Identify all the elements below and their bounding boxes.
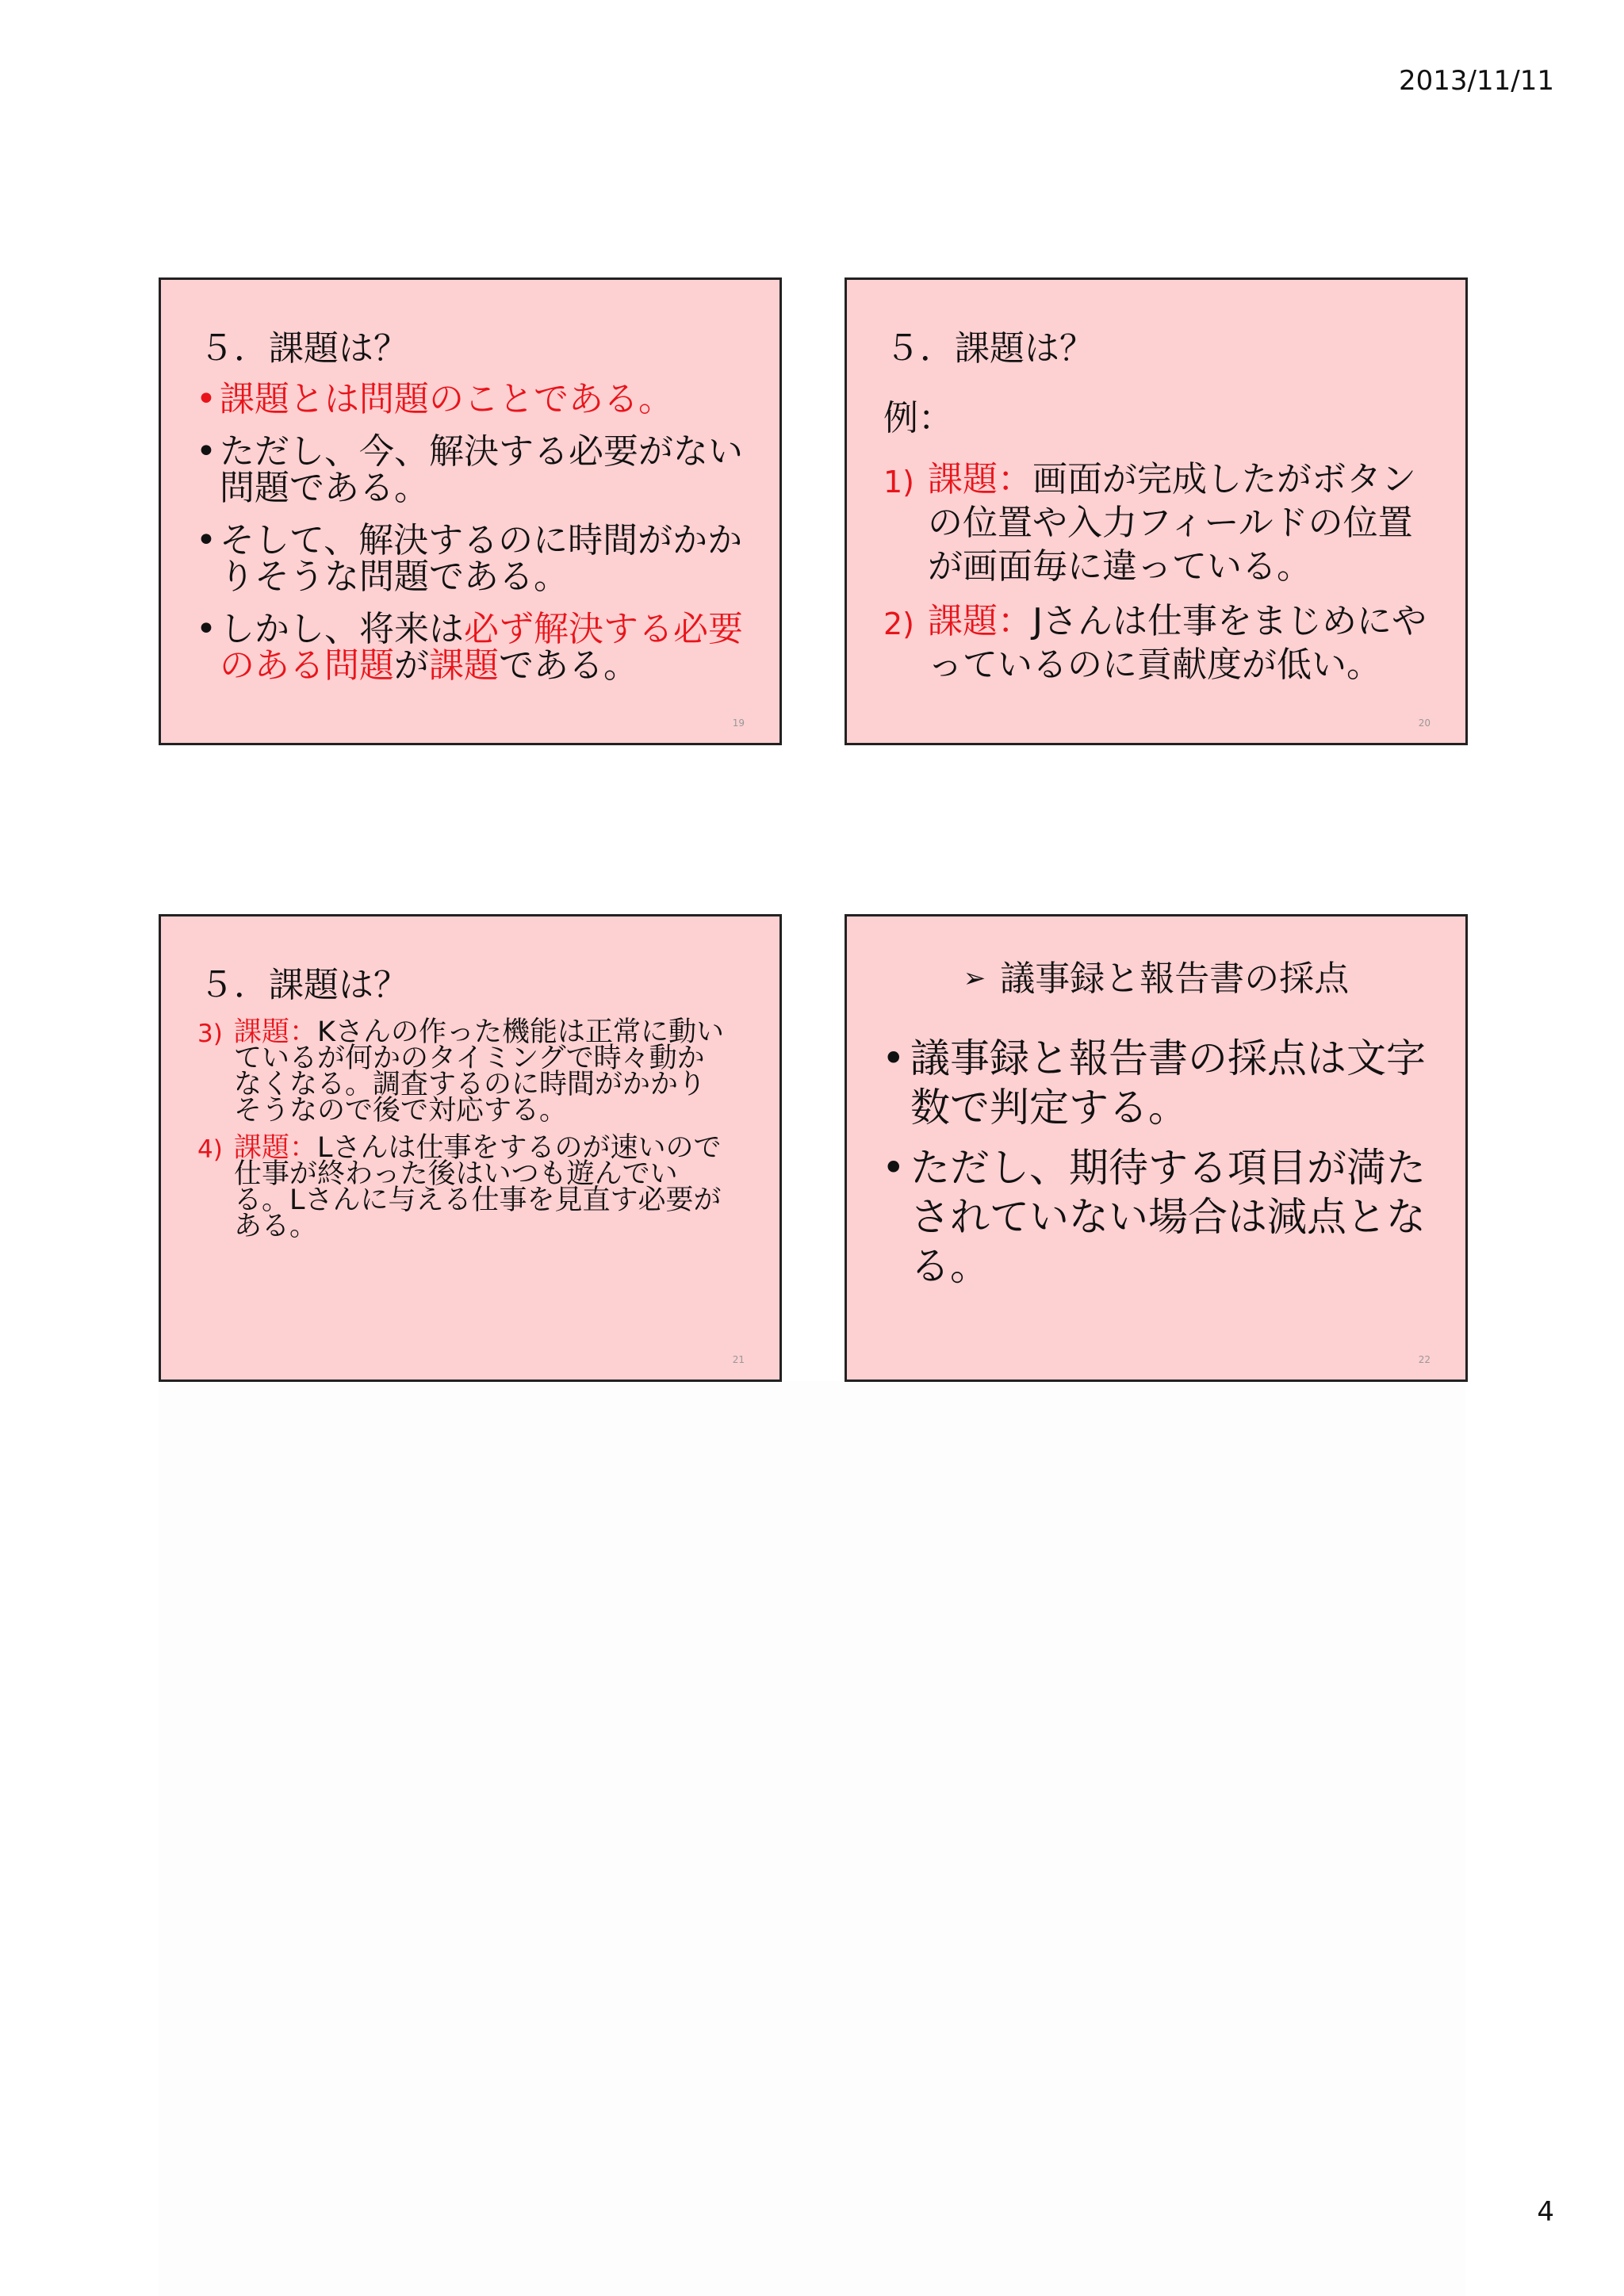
bullet-text: である。 — [499, 645, 638, 686]
list-item — [883, 599, 1442, 687]
slide-20 — [845, 277, 1468, 745]
bullet-item: • 議事録と報告書の採点は文字数で判定する。 — [882, 1035, 1426, 1131]
slide-title-text: 議事録と報告書の採点 — [1000, 959, 1350, 999]
bullet-list — [882, 1034, 1434, 1302]
list-item — [883, 457, 1442, 588]
bullet-text: が — [394, 645, 429, 686]
slide-21 — [159, 914, 782, 1382]
bullet-item: • しかし、将来は必ず解決する必要のある問題が課題である。 — [196, 609, 743, 686]
bullet-list — [196, 381, 748, 700]
bullet-text: ただし、今、解決する必要がない問題である。 — [220, 431, 743, 508]
slide-title — [847, 950, 1465, 1001]
slide-22 — [845, 914, 1468, 1382]
example-body — [883, 389, 1442, 698]
bullet-item: • ただし、期待する項目が満たされていない場合は減点となる。 — [882, 1145, 1426, 1289]
slide-number: 21 — [732, 1354, 745, 1365]
bullet-item: • ただし、今、解決する必要がない問題である。 — [196, 431, 743, 508]
slide-number: 22 — [1418, 1354, 1431, 1365]
item-text: Kさんの作った機能は正常に動いているが何かのタイミングで時々動かなくなる。調査するのに時間がかかりそうなので後で対応する。 — [234, 1016, 724, 1127]
slide-title: ５．課題は？ — [885, 328, 1094, 369]
bullet-text: 課題とは問題のことである。 — [220, 379, 673, 419]
slide-number: 19 — [732, 718, 745, 729]
item-number: 3) — [197, 1020, 223, 1048]
item-text: 画面が完成したがボタンの位置や入力フィールドの位置が画面毎に違っている。 — [928, 459, 1416, 587]
item-label: 課題： — [234, 1016, 318, 1048]
example-body — [197, 1016, 732, 1251]
item-label: 課題： — [234, 1132, 318, 1164]
slide-number: 20 — [1418, 718, 1431, 729]
item-number: 2) — [883, 607, 915, 641]
item-label: 課題： — [928, 459, 1032, 499]
page-date: 2013/11/11 — [1399, 65, 1554, 97]
slide-19 — [159, 277, 782, 745]
item-number: 1) — [883, 465, 915, 499]
item-label: 課題： — [928, 601, 1032, 641]
list-item — [197, 1132, 732, 1242]
bullet-text: ただし、期待する項目が満たされていない場合は減点となる。 — [910, 1145, 1426, 1289]
highlight-text: 必ず解決する必要のある問題 — [220, 609, 743, 686]
slide-title: ５．課題は？ — [199, 965, 408, 1005]
highlight-text: 課題 — [429, 645, 499, 686]
slide-title: ５．課題は？ — [199, 328, 408, 369]
bullet-text: 議事録と報告書の採点は文字数で判定する。 — [910, 1035, 1426, 1131]
arrow-bullet-icon: ➢ — [963, 962, 986, 994]
bullet-item: • 課題とは問題のことである。 — [196, 379, 673, 419]
item-text: Jさんは仕事をまじめにやっているのに貢献度が低い。 — [928, 601, 1427, 685]
bullet-text: そして、解決するのに時間がかかりそうな問題である。 — [220, 520, 743, 597]
bullet-item: • そして、解決するのに時間がかかりそうな問題である。 — [196, 520, 743, 597]
bullet-text: しかし、将来は — [220, 609, 464, 649]
item-text: Lさんは仕事をするのが速いので仕事が終わった後はいつも遊んでいる。Lさんに与える仕事を見直す必要がある。 — [234, 1132, 722, 1242]
item-number: 4) — [197, 1135, 223, 1164]
example-label: 例： — [883, 398, 953, 438]
notes-area — [159, 1381, 1465, 2296]
list-item — [197, 1016, 732, 1127]
page-number: 4 — [1537, 2196, 1554, 2228]
